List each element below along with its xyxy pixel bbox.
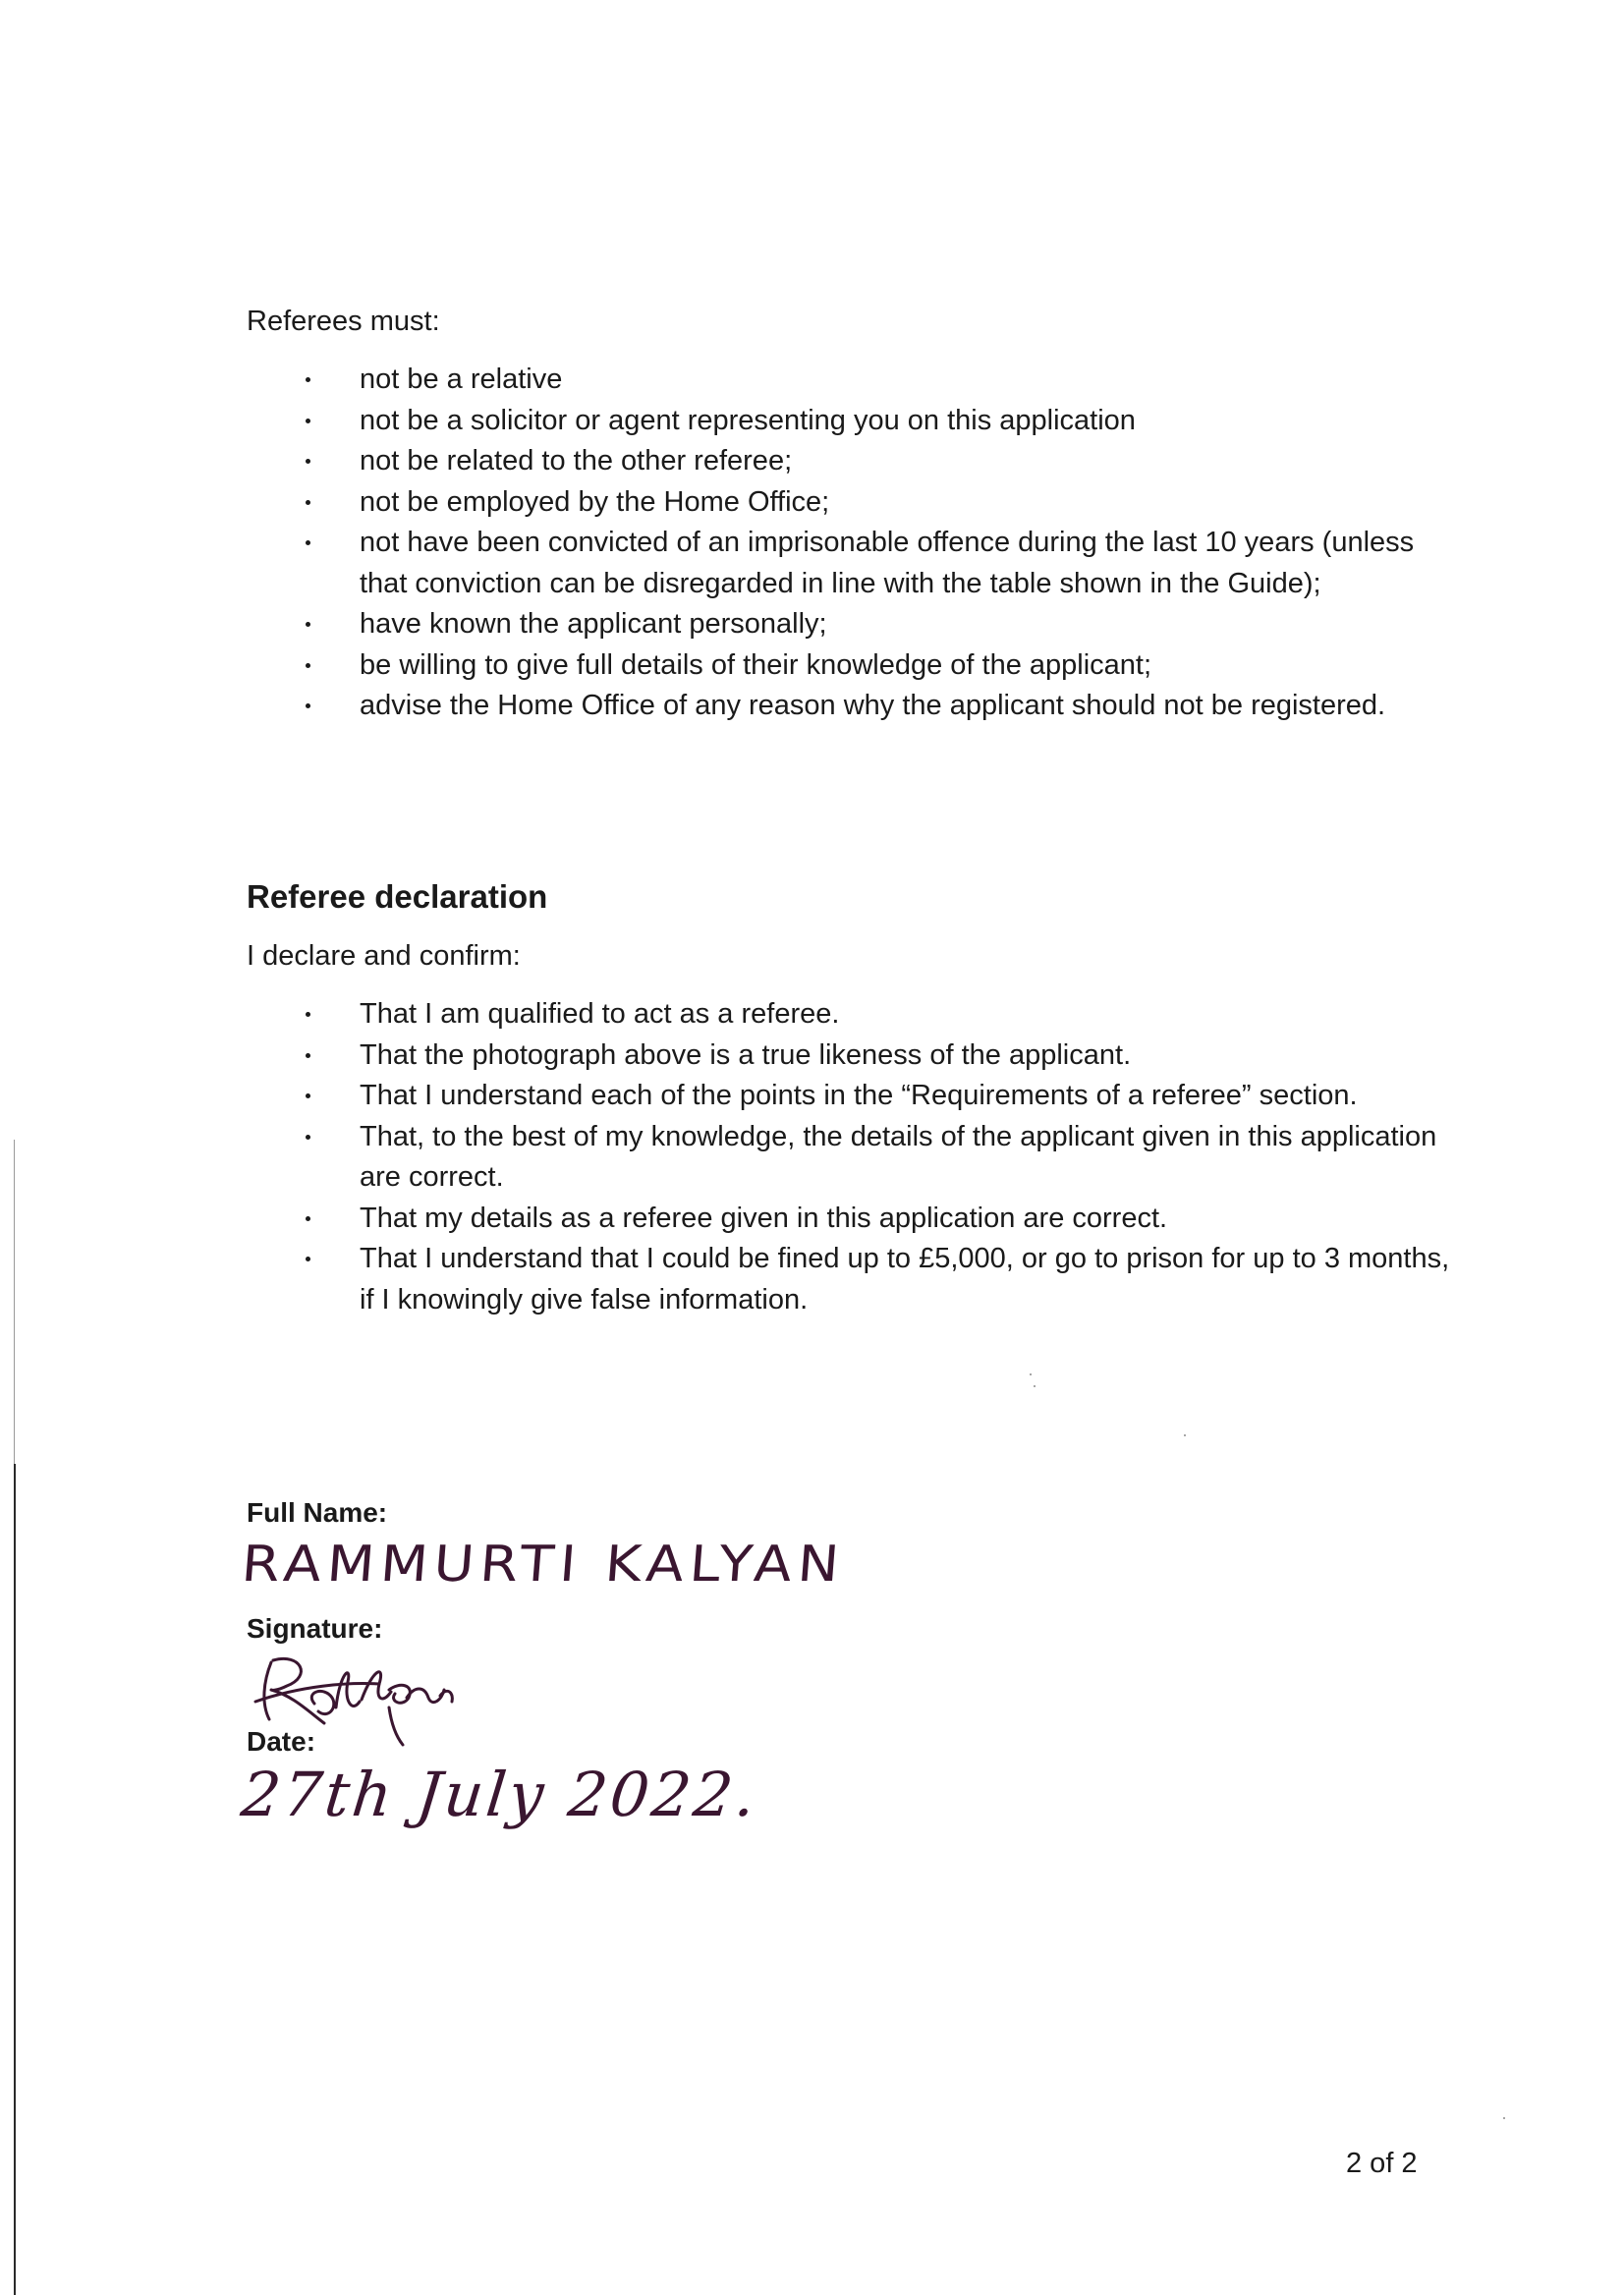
scan-speck xyxy=(1030,1373,1032,1375)
date-label: Date: xyxy=(247,1726,316,1757)
signature-label: Signature: xyxy=(247,1613,383,1644)
scan-speck xyxy=(1034,1385,1036,1387)
declaration-intro: I declare and confirm: xyxy=(247,940,521,972)
section-heading: Referee declaration xyxy=(247,878,548,915)
date-handwritten: 27th July 2022. xyxy=(238,1759,762,1830)
list-item: not be a relative xyxy=(247,360,1455,401)
bullet-icon xyxy=(306,377,310,382)
bullet-icon xyxy=(306,1012,310,1017)
scan-speck xyxy=(1503,2117,1505,2119)
declaration-list xyxy=(247,994,1455,1320)
bullet-icon xyxy=(306,703,310,708)
requirements-list xyxy=(247,360,1455,727)
bullet-icon xyxy=(306,1135,310,1140)
list-item: That I understand each of the points in the “Requirements of a referee” section. xyxy=(247,1076,1455,1117)
bullet-icon xyxy=(306,1053,310,1058)
list-item: That, to the best of my knowledge, the details of the applicant given in this application are correct. xyxy=(247,1117,1455,1199)
list-item: That my details as a referee given in this application are correct. xyxy=(247,1199,1455,1240)
bullet-icon xyxy=(306,459,310,464)
bullet-icon xyxy=(306,500,310,505)
list-item: have known the applicant personally; xyxy=(247,604,1455,645)
list-item: That I understand that I could be fined up to £5,000, or go to prison for up to 3 months, if I knowingly give false information. xyxy=(247,1239,1455,1320)
list-item: advise the Home Office of any reason why the applicant should not be registered. xyxy=(247,686,1455,727)
list-item: not be a solicitor or agent representing you on this application xyxy=(247,401,1455,442)
bullet-icon xyxy=(306,1257,310,1261)
page-number: 2 of 2 xyxy=(1346,2148,1418,2179)
bullet-icon xyxy=(306,540,310,545)
list-item: That I am qualified to act as a referee. xyxy=(247,994,1455,1036)
bullet-icon xyxy=(306,622,310,627)
list-item: not be related to the other referee; xyxy=(247,441,1455,482)
scan-speck xyxy=(1184,1434,1186,1436)
bullet-icon xyxy=(306,663,310,668)
bullet-icon xyxy=(306,1093,310,1098)
bullet-icon xyxy=(306,1216,310,1221)
scan-edge-line xyxy=(14,1464,16,2295)
full-name-label: Full Name: xyxy=(247,1497,388,1528)
list-item: That the photograph above is a true likeness of the applicant. xyxy=(247,1036,1455,1077)
scan-edge-line xyxy=(14,1140,15,1464)
requirements-intro: Referees must: xyxy=(247,306,440,337)
list-item: not be employed by the Home Office; xyxy=(247,482,1455,524)
bullet-icon xyxy=(306,419,310,423)
list-item: be willing to give full details of their knowledge of the applicant; xyxy=(247,645,1455,687)
full-name-handwritten: RAMMURTI KALYAN xyxy=(239,1536,848,1594)
list-item: not have been convicted of an imprisonable offence during the last 10 years (unless that conviction can be disregarded in line with the table shown in the Guide); xyxy=(247,523,1455,604)
